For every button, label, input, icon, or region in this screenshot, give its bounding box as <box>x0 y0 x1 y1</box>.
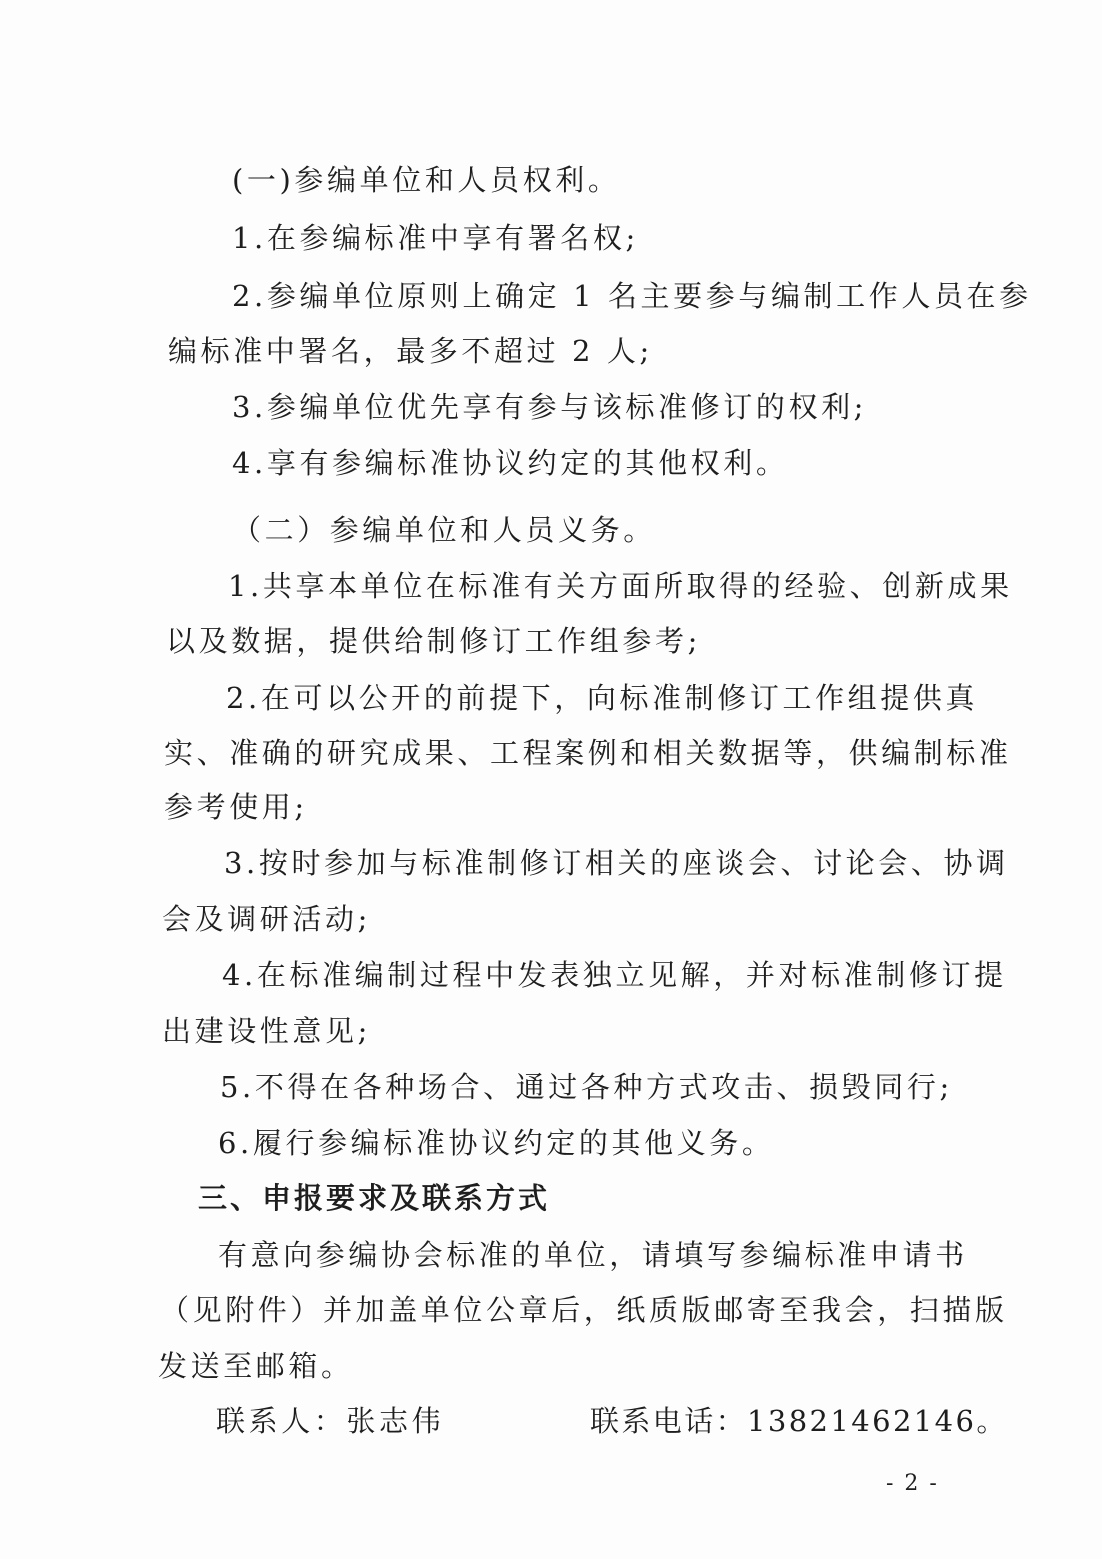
obligations-item-4-line-1: 4.在标准编制过程中发表独立见解，并对标准制修订提 <box>222 958 1007 992</box>
obligations-item-1-line-1: 1.共享本单位在标准有关方面所取得的经验、创新成果 <box>228 569 1013 603</box>
obligations-item-2-line-1: 2.在可以公开的前提下，向标准制修订工作组提供真 <box>226 681 979 715</box>
rights-item-3: 3.参编单位优先享有参与该标准修订的权利; <box>232 390 868 424</box>
obligations-item-2-line-3: 参考使用; <box>164 790 308 824</box>
rights-item-2-line-2: 编标准中署名，最多不超过 2 人; <box>168 334 653 368</box>
contact-person: 联系人：张志伟 <box>216 1404 445 1438</box>
obligations-item-2-line-2: 实、准确的研究成果、工程案例和相关数据等，供编制标准 <box>164 736 1012 770</box>
page-number: - 2 - <box>886 1471 939 1496</box>
rights-item-2-line-1: 2.参编单位原则上确定 1 名主要参与编制工作人员在参 <box>232 279 1032 313</box>
section-3-paragraph-line-3: 发送至邮箱。 <box>158 1349 354 1383</box>
contact-phone: 联系电话：13821462146。 <box>590 1404 1008 1438</box>
obligations-item-3-line-1: 3.按时参加与标准制修订相关的座谈会、讨论会、协调 <box>224 846 1009 880</box>
obligations-item-4-line-2: 出建设性意见; <box>162 1014 371 1048</box>
rights-item-1: 1.在参编标准中享有署名权; <box>232 221 639 255</box>
section-3-heading: 三、申报要求及联系方式 <box>198 1181 551 1215</box>
rights-item-4: 4.享有参编标准协议约定的其他权利。 <box>232 446 789 480</box>
obligations-item-5: 5.不得在各种场合、通过各种方式攻击、损毁同行; <box>220 1070 953 1104</box>
obligations-item-6: 6.履行参编标准协议约定的其他义务。 <box>218 1126 775 1160</box>
obligations-item-3-line-2: 会及调研活动; <box>162 902 371 936</box>
obligations-heading: （二）参编单位和人员义务。 <box>232 513 656 547</box>
section-3-paragraph-line-1: 有意向参编协会标准的单位，请填写参编标准申请书 <box>218 1238 968 1272</box>
rights-heading: (一)参编单位和人员权利。 <box>232 163 621 197</box>
section-3-paragraph-line-2: （见附件）并加盖单位公章后，纸质版邮寄至我会，扫描版 <box>160 1293 1008 1327</box>
obligations-item-1-line-2: 以及数据，提供给制修订工作组参考; <box>166 624 701 658</box>
